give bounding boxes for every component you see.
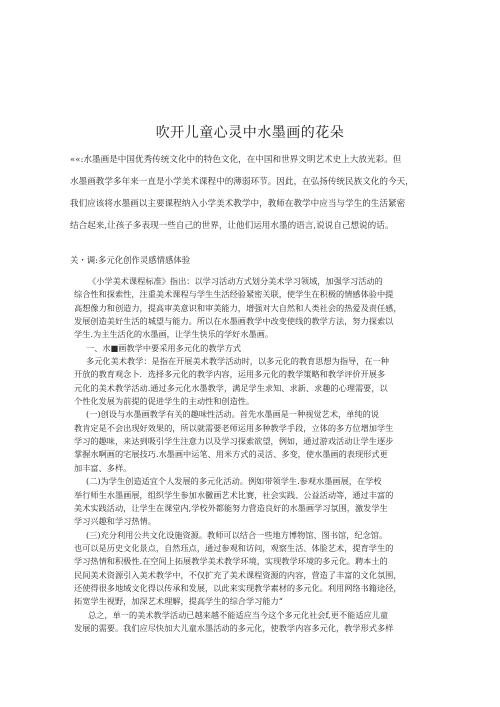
body-line: 加丰富、多样。 <box>74 462 132 473</box>
body-line: 举行师生水墨画展，组织学生参加水黴画艺术比赛，社会实践、公益活动等，通过丰富的 <box>74 489 394 500</box>
body-line: 个性化发展为前提的促进学生的主动性和创造性。 <box>74 396 255 407</box>
body-line: 发展的需要。我们应尽快加大儿童水墨活动的多元化，使教学内容多元化，教学形式多样 <box>74 622 394 633</box>
abstract-line: 水墨画教学多年来一直是小学美术课程中的薄弱环节。因此，在弘扬传统民族文化的今天， <box>70 177 414 187</box>
abstract-line: ««:水墨画是中国优秀传统文化中的特色文化，在中国和世界文明艺术史上大放光彩。但 <box>70 155 402 165</box>
body-line: 开放的教育观念卜．选择多元化的教学内容，运用多元化的教学策略和教学评价开展多 <box>74 369 386 380</box>
body-line: 教肯定是不会出现好效果的，所以就需要老师运用多种教学手段，立体的多方位增加学生 <box>74 422 394 433</box>
abstract-line: 结合起来,让孩子多表现一些自己的世界，让他们运用水墨的语言,说说自己想说的话。 <box>70 221 394 231</box>
body-line: 学生.为主生活化的水墨画，让学生快乐的学好水墨画。 <box>74 329 274 340</box>
body-line: (二)为学生创造适宜个人发展的多元化活动。例如带领学生.参观水墨画展，在学校 <box>86 476 382 487</box>
document-title: 吹开儿童心灵中水墨画的花朵 <box>155 125 345 141</box>
body-line: 《小学美术课程标准》指出：以学习活动方式划分美术学习领域，加强学习活动的 <box>88 276 383 286</box>
body-line: (一)创设与水墨画教学有关的趣味性活动。首先水墨画是一种视觉艺术，单纯的说 <box>86 409 379 420</box>
section-heading: 一、水■画教学中要采用多元化的教学方式 <box>86 342 242 353</box>
keywords: 关・调:多元化创作灵感情感体验 <box>70 255 191 265</box>
body-line: (三)充分利用公共文化设施资源。教师可以结合一些地方博物馆、图书馆，纪念馆。 <box>86 529 388 540</box>
body-text <box>74 275 442 635</box>
abstract <box>70 149 446 237</box>
body-line: 美术实践活动，让学生在课堂内,学校外都能努力营造良好的水墨画学习氛围，激发学生 <box>74 502 388 513</box>
body-line: 学习热情和积极性.在空间上拓展教学美术教学环境，实现教学环境的多元化。聘本土的 <box>74 556 388 567</box>
body-line: 发展创造美好生活的城望与能力。所以在水墨画教学中改变使线的教学方法，努力探索以 <box>74 316 394 327</box>
body-line: 高想像力和创造力，提高审美意识和审美能力，增强对大自然和人类社会的热爱及责任感， <box>74 302 402 313</box>
body-line: 综合性和探索性，注重美术课程与学生生活经验紧密关联，使学生在积极的情感体验中提 <box>74 289 394 300</box>
body-line: 总之，单一的美术教学活动已越来越不能适应当今这个多元化社会f,更不能适应儿童 <box>88 609 389 620</box>
body-line: 民间美术资源引入美术教学中，不仅扩充了美术课程资源的内容，营造了丰富的文化氛围， <box>74 569 402 580</box>
body-line: 学习兴趣和学习热情。 <box>74 516 156 527</box>
body-line: 也可以是历史文化景点，自然珏点，通过参观和访问，观察生活、体脸艺术，提育学生的 <box>74 542 394 553</box>
body-line: 拓宽学生视野，加深艺术理解，提高学生的综合学习能力“ <box>74 596 283 607</box>
body-line: 还使得很多地域文化得以传承和发展，以此来实现教学素材的多元化。利用网络书籍途径， <box>74 582 402 593</box>
body-line: 掌握水啊画的宅展技巧.水墨画中运笔、用米方式的灵活、多变，使水墨画的表现形式更 <box>74 449 388 460</box>
body-line: 多元化美术教学：是指在开展美术教学活动时，以多元化的教育思想为指导，在一种 <box>86 356 389 367</box>
body-line: 学习的趣味，来达到吸引学生注意力以及学习探索欲望，例如，通过游戏活动让学生逐步 <box>74 436 394 447</box>
body-line: 元化的美术教学活动.通过多元化水墨教学，满足学生求知、求新、求趣的心理需要，以 <box>74 382 388 393</box>
abstract-line: 我们应该将水墨画以主要课程纳入小学美术教学中，教师在教学中应当与学生的生活紧密 <box>70 199 406 209</box>
